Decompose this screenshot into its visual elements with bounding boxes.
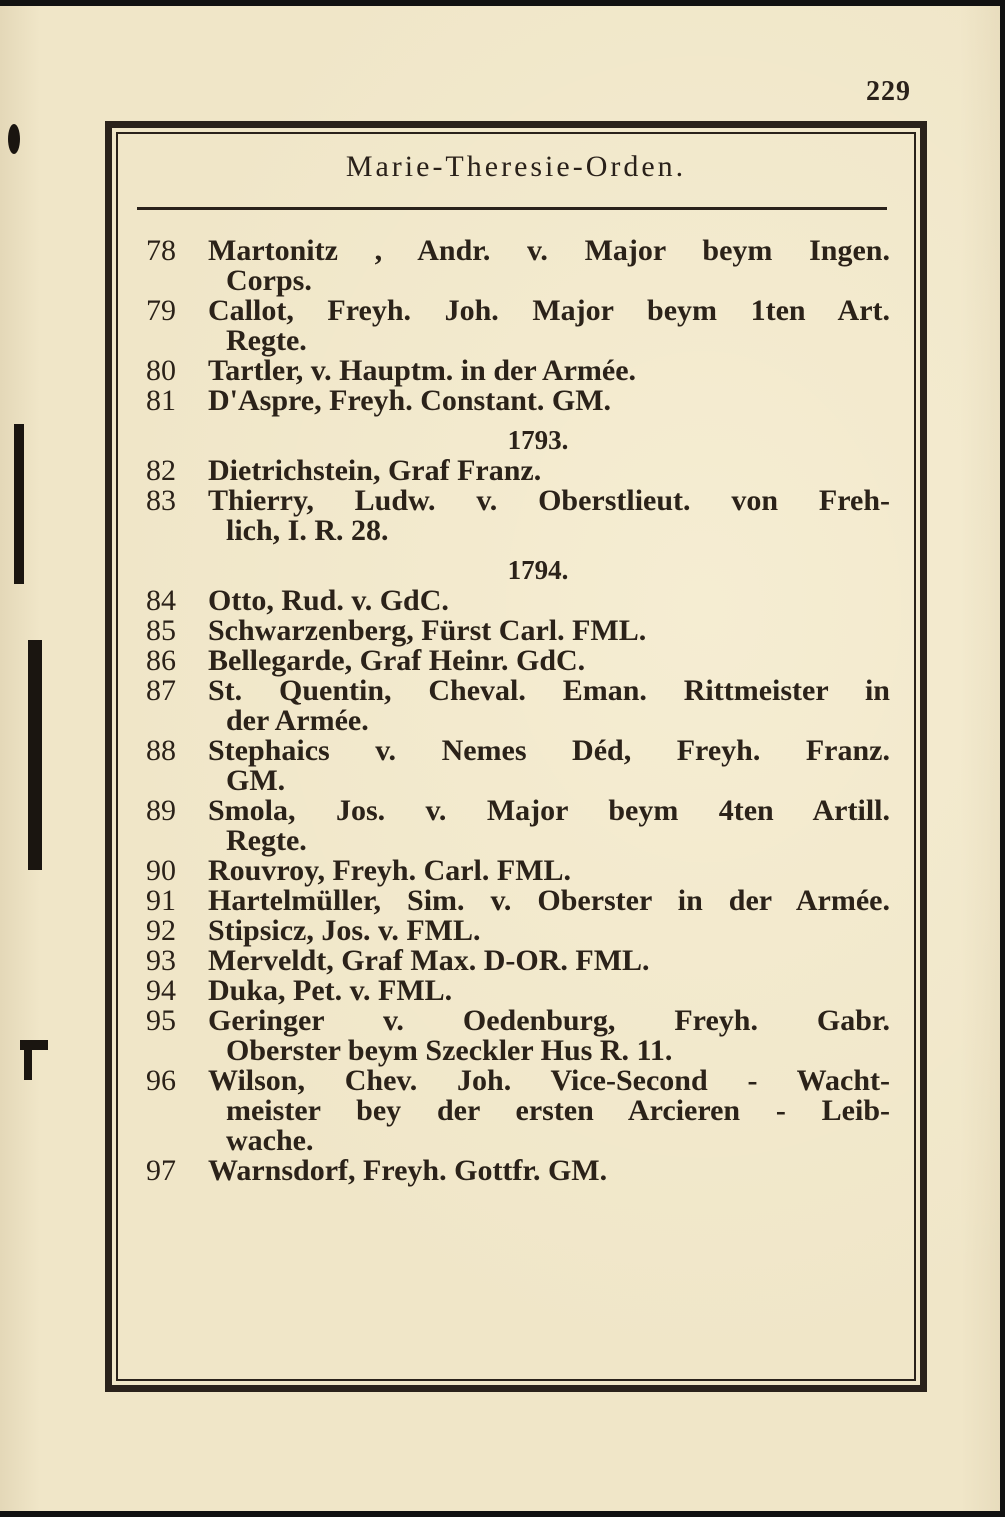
entry-text: Smola, Jos. v. Major beym 4ten Artill. — [208, 794, 890, 827]
entry-text: Hartelmüller, Sim. v. Oberster in der Armée. — [208, 884, 890, 917]
list-item — [146, 486, 890, 546]
entry-text: Stephaics v. Nemes Déd, Freyh. Franz. — [208, 734, 890, 767]
entry-continuation: wache. — [226, 1124, 314, 1157]
entry-text: Geringer v. Oedenburg, Freyh. Gabr. — [208, 1004, 890, 1037]
entry-text: Otto, Rud. v. GdC. — [208, 584, 449, 617]
entry-text: St. Quentin, Cheval. Eman. Rittmeister in — [208, 674, 890, 707]
list-item — [146, 236, 890, 296]
margin-ink-stroke — [24, 1040, 32, 1080]
entry-text: Rouvroy, Freyh. Carl. FML. — [208, 854, 572, 887]
entry-text: Thierry, Ludw. v. Oberstlieut. von Freh- — [208, 484, 890, 517]
entry-continuation: Regte. — [226, 324, 307, 357]
entry-number: 82 — [146, 454, 176, 487]
entry-number: 85 — [146, 614, 176, 647]
entry-number: 80 — [146, 354, 176, 387]
entry-text: Wilson, Chev. Joh. Vice-Second - Wacht- — [208, 1064, 890, 1097]
entry-number: 84 — [146, 584, 176, 617]
entry-continuation: Regte. — [226, 824, 307, 857]
entry-continuation: der Armée. — [226, 704, 369, 737]
margin-ink-stroke — [28, 640, 42, 870]
list-item — [146, 676, 890, 736]
list-item — [146, 916, 890, 946]
entry-number: 94 — [146, 974, 176, 1007]
list-item — [146, 796, 890, 856]
entry-continuation: lich, I. R. 28. — [226, 514, 389, 547]
page-number: 229 — [866, 76, 911, 107]
entry-list — [146, 236, 890, 1186]
entry-number: 78 — [146, 234, 176, 267]
entry-text: Bellegarde, Graf Heinr. GdC. — [208, 644, 586, 677]
entry-text: Dietrichstein, Graf Franz. — [208, 454, 542, 487]
entry-text: Callot, Freyh. Joh. Major beym 1ten Art. — [208, 294, 890, 327]
list-item — [146, 646, 890, 676]
entry-text: Duka, Pet. v. FML. — [208, 974, 453, 1007]
entry-continuation: Oberster beym Szeckler Hus R. 11. — [226, 1034, 673, 1067]
entry-number: 88 — [146, 734, 176, 767]
entry-continuation: Corps. — [226, 264, 312, 297]
entry-continuation: meister bey der ersten Arcieren - Leib- — [226, 1094, 890, 1127]
list-item — [146, 616, 890, 646]
entry-number: 95 — [146, 1004, 176, 1037]
entry-number: 96 — [146, 1064, 176, 1097]
entry-number: 97 — [146, 1154, 176, 1187]
entry-number: 93 — [146, 944, 176, 977]
list-item — [146, 946, 890, 976]
year-heading: 1794. — [507, 555, 569, 585]
list-item — [146, 1066, 890, 1156]
entry-number: 79 — [146, 294, 176, 327]
entry-number: 89 — [146, 794, 176, 827]
list-item — [146, 586, 890, 616]
entry-text: Merveldt, Graf Max. D-OR. FML. — [208, 944, 650, 977]
entry-number: 91 — [146, 884, 176, 917]
entry-number: 87 — [146, 674, 176, 707]
list-item — [146, 736, 890, 796]
list-item — [146, 296, 890, 356]
year-heading: 1793. — [507, 425, 569, 455]
entry-text: Martonitz , Andr. v. Major beym Ingen. — [208, 234, 890, 267]
list-item — [146, 976, 890, 1006]
entry-number: 83 — [146, 484, 176, 517]
entry-continuation: GM. — [226, 764, 286, 797]
list-item — [146, 856, 890, 886]
entry-number: 81 — [146, 384, 176, 417]
entry-text: Warnsdorf, Freyh. Gottfr. GM. — [208, 1154, 608, 1187]
title-rule — [137, 207, 887, 210]
list-item — [146, 456, 890, 486]
entry-text: Stipsicz, Jos. v. FML. — [208, 914, 481, 947]
list-item — [146, 886, 890, 916]
entry-number: 92 — [146, 914, 176, 947]
list-item — [146, 1006, 890, 1066]
list-item — [146, 386, 890, 416]
scan-edge-top — [0, 0, 1005, 6]
margin-ink-blot — [8, 124, 20, 154]
scan-edge-bottom — [0, 1511, 1005, 1517]
scan-edge-right — [1000, 0, 1005, 1517]
entry-number: 86 — [146, 644, 176, 677]
running-title: Marie-Theresie-Orden. — [345, 150, 687, 183]
margin-ink-stroke — [14, 424, 24, 584]
entry-number: 90 — [146, 854, 176, 887]
list-item — [146, 1156, 890, 1186]
entry-text: Schwarzenberg, Fürst Carl. FML. — [208, 614, 647, 647]
entry-text: D'Aspre, Freyh. Constant. GM. — [208, 384, 612, 417]
list-item — [146, 356, 890, 386]
entry-text: Tartler, v. Hauptm. in der Armée. — [208, 354, 637, 387]
